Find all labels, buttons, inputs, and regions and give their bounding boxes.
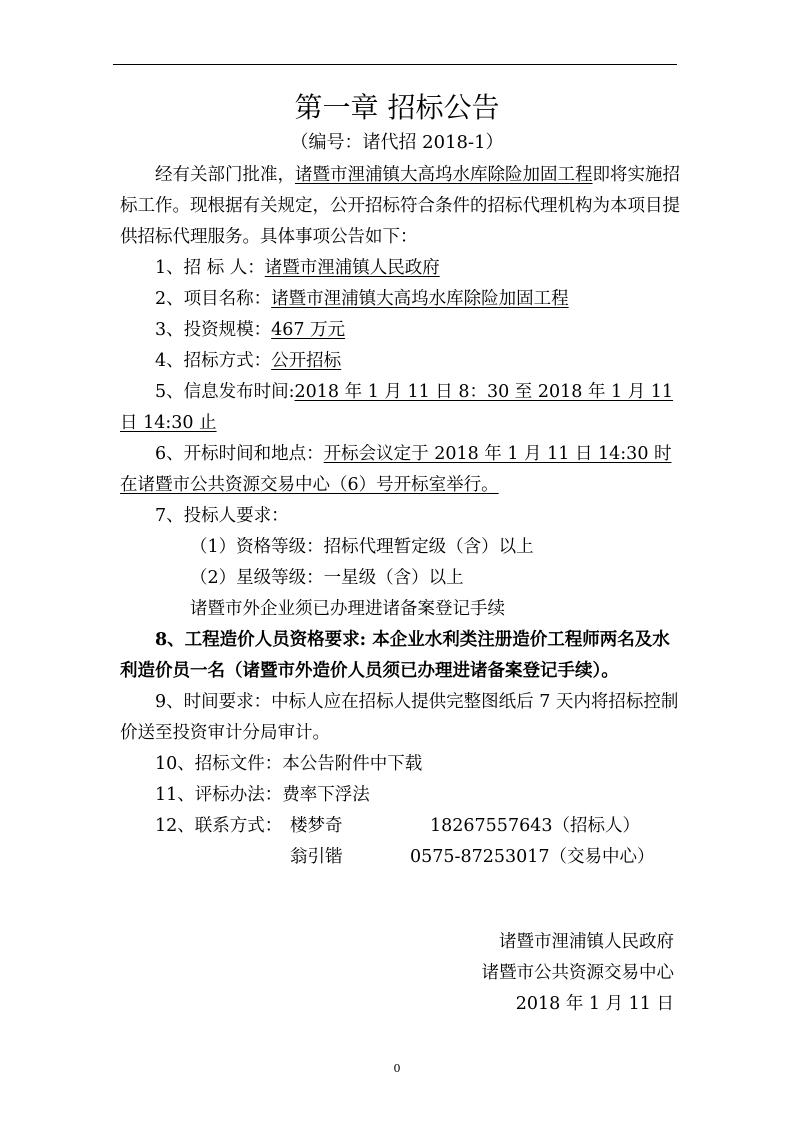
opening-label: 6、开标时间和地点： (155, 444, 324, 464)
project-label: 2、项目名称： (155, 289, 272, 309)
method-value: 公开招标 (271, 351, 342, 371)
tenderer-value: 诸暨市浬浦镇人民政府 (264, 258, 440, 278)
item-tender-documents: 10、招标文件：本公告附件中下载 (155, 754, 423, 774)
star-level: （2）星级等级：一星级（含）以上 (190, 568, 464, 588)
investment-label: 3、投资规模： (155, 320, 272, 340)
item-cost-personnel (120, 625, 680, 687)
chapter-title: 第一章 招标公告 (294, 91, 500, 124)
signature-block (482, 927, 675, 1020)
page-number: 0 (393, 1062, 401, 1075)
project-value: 诸暨市浬浦镇大高坞水库除险加固工程 (271, 289, 569, 309)
item-bidder-requirements: 7、投标人要求： (155, 506, 289, 526)
signature-org-township: 诸暨市浬浦镇人民政府 (499, 932, 674, 952)
method-label: 4、招标方式： (155, 351, 272, 371)
announcement-body (120, 160, 680, 873)
qualification-level: （1）资格等级：招标代理暂定级（含）以上 (190, 537, 534, 557)
item-method (120, 346, 680, 377)
contact-row (120, 842, 680, 873)
announcement-number: （编号：诸代招 2018-1） (290, 132, 504, 153)
info-time-value: 2018 年 1 月 11 日 8：30 至 2018 年 1 月 11 日 14:30 止 (120, 382, 674, 433)
contact-label: 12、联系方式： (155, 816, 283, 836)
item-opening (120, 439, 680, 501)
intro-post: 即将实施招标工作。现根据有关规定，公开招标符合条件的招标代理机构为本项目提供招标代理服务。具体事项公告如下： (120, 165, 680, 247)
cost-req-label: 8、工程造价人员资格要求: (155, 630, 367, 650)
contact-name: 翁引锴 (290, 847, 343, 867)
cost-req-value: 本企业水利类注册造价工程师两名及水利造价员一名（诸暨市外造价人员须已办理进诸备案登记手续）。 (120, 630, 670, 681)
item-project-name (120, 284, 680, 315)
contact-name: 楼梦奇 (290, 816, 343, 836)
signature-org-exchange-center: 诸暨市公共资源交易中心 (481, 963, 674, 983)
item-tenderer (120, 253, 680, 284)
item-investment (120, 315, 680, 346)
item-evaluation-method: 11、评标办法：费率下浮法 (155, 785, 370, 805)
signature-date: 2018 年 1 月 11 日 (515, 994, 674, 1014)
tenderer-label: 1、招 标 人： (155, 258, 265, 278)
contact-phone: 18267557643（招标人） (430, 816, 640, 836)
outside-enterprise-note: 诸暨市外企业须已办理进诸备案登记手续 (190, 599, 505, 619)
item-info-time (120, 377, 680, 439)
contact-row (120, 811, 680, 842)
intro-pre: 经有关部门批准， (155, 165, 295, 185)
contact-phone: 0575-87253017（交易中心） (410, 847, 655, 867)
opening-value: 开标会议定于 2018 年 1 月 11 日 14:30 时在诸暨市公共资源交易中心（6）号开标室举行。 (120, 444, 672, 495)
intro-project-name: 诸暨市浬浦镇大高坞水库除险加固工程 (295, 165, 593, 185)
investment-value: 467 万元 (271, 320, 346, 340)
intro-paragraph (120, 160, 680, 253)
item-time-requirement: 9、时间要求：中标人应在招标人提供完整图纸后 7 天内将招标控制价送至投资审计分局审计。 (120, 692, 679, 743)
info-time-label: 5、信息发布时间: (155, 382, 295, 402)
header-rule (113, 64, 677, 65)
